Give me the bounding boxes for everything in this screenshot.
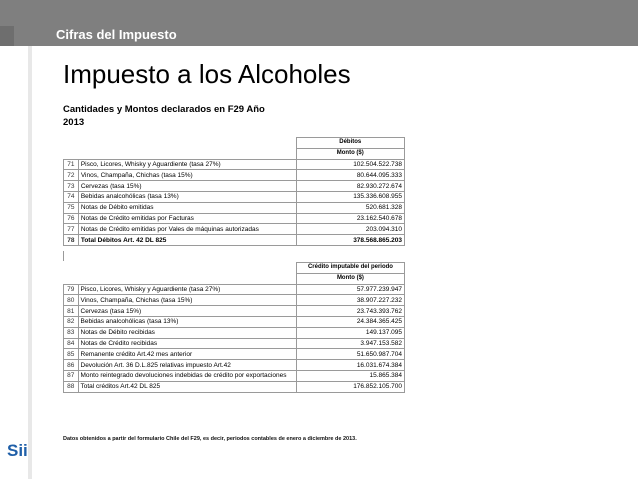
- creditos-header: Crédito imputable del periodo: [296, 263, 404, 274]
- row-value: 57.977.239.947: [296, 284, 404, 295]
- table-row: [64, 360, 405, 371]
- creditos-subheader: Monto ($): [296, 273, 404, 284]
- creditos-header-row: [64, 263, 405, 274]
- row-value: 23.743.393.762: [296, 306, 404, 317]
- row-label: Devolución Art. 36 D.L.825 relativas impuesto Art.42: [78, 360, 296, 371]
- row-label: Cervezas (tasa 15%): [78, 306, 296, 317]
- row-value: 520.681.328: [296, 202, 404, 213]
- row-value: 3.947.153.582: [296, 338, 404, 349]
- debitos-subheader: Monto ($): [296, 148, 404, 159]
- row-label: Notas de Crédito emitidas por Vales de máquinas autorizadas: [78, 224, 296, 235]
- row-value: 135.336.608.955: [296, 191, 404, 202]
- table-row: [64, 213, 405, 224]
- row-label: Notas de Crédito recibidas: [78, 338, 296, 349]
- table-row: [64, 235, 405, 246]
- row-label: Notas de Crédito emitidas por Facturas: [78, 213, 296, 224]
- sii-logo-icon: [6, 438, 32, 460]
- row-value: 16.031.674.384: [296, 360, 404, 371]
- table-divider: [63, 251, 64, 261]
- row-value: 149.137.095: [296, 327, 404, 338]
- row-code: 75: [64, 202, 79, 213]
- row-label: Bebidas analcohólicas (tasa 13%): [78, 191, 296, 202]
- row-label: Cervezas (tasa 15%): [78, 181, 296, 192]
- row-code: 82: [64, 316, 79, 327]
- section-title: Cifras del Impuesto: [56, 27, 177, 42]
- row-code: 87: [64, 370, 79, 381]
- row-code: 72: [64, 170, 79, 181]
- row-code: 84: [64, 338, 79, 349]
- table-row: [64, 338, 405, 349]
- table-row: [64, 295, 405, 306]
- row-value: 51.650.987.704: [296, 349, 404, 360]
- row-label: Notas de Débito emitidas: [78, 202, 296, 213]
- left-rule: [28, 46, 32, 479]
- table-row: [64, 191, 405, 202]
- row-value: 203.094.310: [296, 224, 404, 235]
- footnote: Datos obtenidos a partir del formulario Chile del F29, es decir, periodos contables de enero a diciembre de 2013.: [63, 436, 357, 442]
- row-label: Pisco, Licores, Whisky y Aguardiente (tasa 27%): [78, 284, 296, 295]
- row-value: 24.384.365.425: [296, 316, 404, 327]
- row-code: 73: [64, 181, 79, 192]
- header-accent: [0, 26, 14, 46]
- table-row: [64, 327, 405, 338]
- row-value: 23.162.540.678: [296, 213, 404, 224]
- row-code: 81: [64, 306, 79, 317]
- row-label: Bebidas analcohólicas (tasa 13%): [78, 316, 296, 327]
- table-row: [64, 170, 405, 181]
- row-value: 15.865.384: [296, 370, 404, 381]
- row-label: Notas de Débito recibidas: [78, 327, 296, 338]
- row-value: 82.930.272.674: [296, 181, 404, 192]
- row-code: 85: [64, 349, 79, 360]
- debitos-header-row: [64, 138, 405, 149]
- table-row: [64, 381, 405, 392]
- row-code: 80: [64, 295, 79, 306]
- row-label: Total Débitos Art. 42 DL 825: [78, 235, 296, 246]
- row-label: Total créditos Art.42 DL 825: [78, 381, 296, 392]
- row-value: 38.907.227.232: [296, 295, 404, 306]
- row-label: Remanente crédito Art.42 mes anterior: [78, 349, 296, 360]
- table-row: [64, 370, 405, 381]
- row-value: 102.504.522.738: [296, 159, 404, 170]
- table-row: [64, 181, 405, 192]
- debitos-subheader-row: [64, 148, 405, 159]
- table-row: [64, 224, 405, 235]
- row-code: 76: [64, 213, 79, 224]
- row-label: Pisco, Licores, Whisky y Aguardiente (tasa 27%): [78, 159, 296, 170]
- table-row: [64, 202, 405, 213]
- row-code: 77: [64, 224, 79, 235]
- row-value: 176.852.105.700: [296, 381, 404, 392]
- row-value: 378.568.865.203: [296, 235, 404, 246]
- table-row: [64, 159, 405, 170]
- creditos-table: [63, 262, 405, 393]
- header-bar: [0, 0, 638, 46]
- sii-logo-text: Sii: [7, 441, 28, 460]
- debitos-header: Débitos: [296, 138, 404, 149]
- row-code: 83: [64, 327, 79, 338]
- row-code: 74: [64, 191, 79, 202]
- page-subtitle: Cantidades y Montos declarados en F29 Año 2013: [63, 104, 265, 128]
- row-label: Vinos, Champaña, Chichas (tasa 15%): [78, 295, 296, 306]
- creditos-subheader-row: [64, 273, 405, 284]
- row-label: Monto reintegrado devoluciones indebidas de crédito por exportaciones: [78, 370, 296, 381]
- debitos-table: [63, 137, 405, 246]
- row-label: Vinos, Champaña, Chichas (tasa 15%): [78, 170, 296, 181]
- table-row: [64, 316, 405, 327]
- row-code: 71: [64, 159, 79, 170]
- row-code: 86: [64, 360, 79, 371]
- row-value: 80.644.095.333: [296, 170, 404, 181]
- row-code: 78: [64, 235, 79, 246]
- page-title: Impuesto a los Alcoholes: [63, 59, 351, 89]
- table-row: [64, 349, 405, 360]
- row-code: 88: [64, 381, 79, 392]
- table-row: [64, 306, 405, 317]
- row-code: 79: [64, 284, 79, 295]
- table-row: [64, 284, 405, 295]
